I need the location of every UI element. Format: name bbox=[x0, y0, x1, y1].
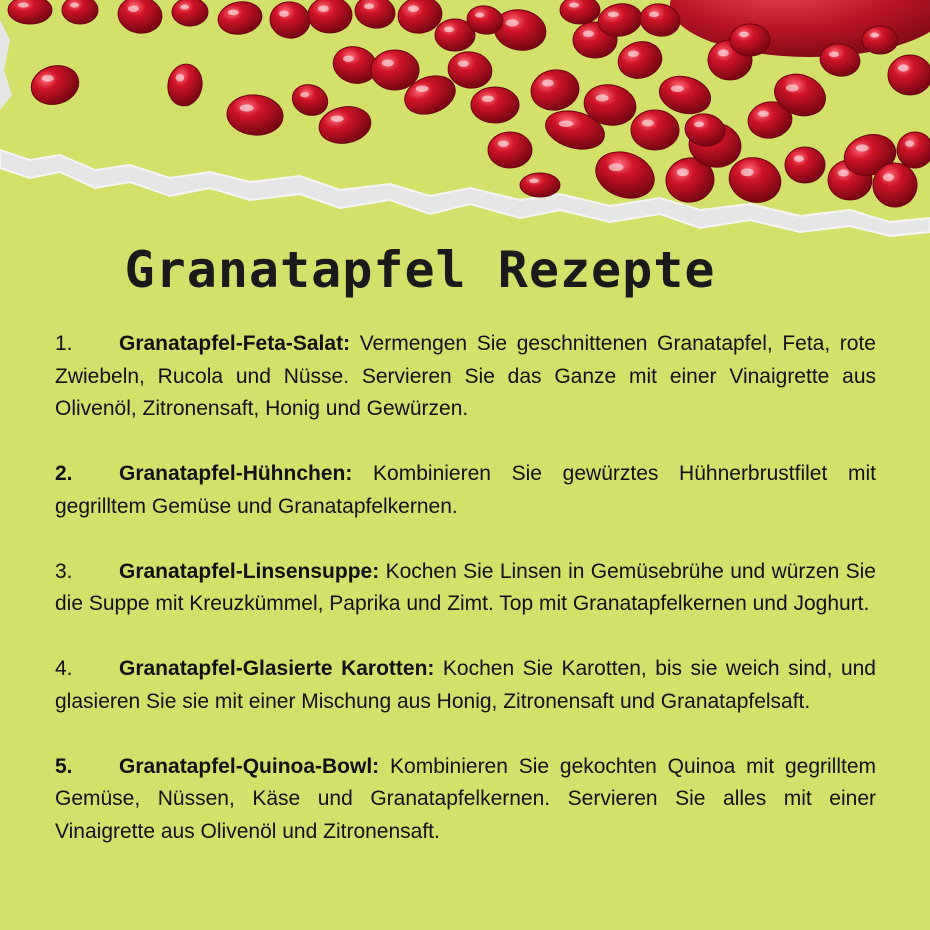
seed-highlight bbox=[677, 168, 689, 176]
seed-highlight bbox=[870, 33, 879, 38]
recipe-name: Granatapfel-Quinoa-Bowl: bbox=[119, 754, 380, 778]
seed-highlight bbox=[176, 74, 185, 82]
seed-highlight bbox=[739, 32, 749, 38]
seed-highlight bbox=[180, 5, 189, 10]
pomegranate-seed bbox=[730, 24, 770, 56]
seed-highlight bbox=[642, 119, 654, 126]
pomegranate-seed bbox=[488, 132, 532, 168]
seed-highlight bbox=[240, 104, 254, 111]
seed-highlight bbox=[608, 12, 619, 18]
recipe-text: Kochen Sie Linsen in Gemüsebrühe und würzen Sie die Suppe mit Kreuzkümmel, Paprika und Zimt. Top mit Granatapfelkernen und Joghurt. bbox=[55, 559, 876, 615]
list-item bbox=[55, 751, 876, 849]
pomegranate-seed bbox=[862, 26, 898, 54]
seed-highlight bbox=[228, 10, 239, 16]
pomegranate-seed bbox=[172, 0, 208, 26]
recipe-number: 2. bbox=[55, 462, 73, 485]
recipe-number: 4. bbox=[55, 657, 73, 680]
recipe-number: 3. bbox=[55, 559, 73, 583]
seed-highlight bbox=[18, 3, 29, 8]
recipe-name: Granatapfel-Glasierte Karotten: bbox=[119, 657, 435, 680]
seed-highlight bbox=[856, 144, 869, 151]
seed-highlight bbox=[506, 19, 519, 26]
seed-highlight bbox=[583, 30, 594, 36]
seed-highlight bbox=[718, 49, 729, 56]
recipe-text: Vermengen Sie geschnittenen Granatapfel, Feta, rote Zwiebeln, Rucola und Nüsse. Servieren Sie das Ganze mit einer Vinaigrette aus Olivenöl, Zitronensaft, Honig und Gewürzen. bbox=[55, 332, 876, 420]
seed-highlight bbox=[649, 12, 659, 18]
seed-highlight bbox=[300, 92, 309, 97]
seed-highlight bbox=[382, 59, 394, 66]
seed-highlight bbox=[42, 75, 54, 82]
seed-highlight bbox=[559, 120, 574, 126]
seed-highlight bbox=[364, 4, 374, 10]
recipe-name: Granatapfel-Hühnchen: bbox=[119, 462, 353, 485]
seed-highlight bbox=[331, 115, 344, 121]
seed-highlight bbox=[128, 5, 139, 11]
list-item bbox=[55, 653, 876, 718]
seed-highlight bbox=[883, 173, 894, 181]
seed-highlight bbox=[609, 163, 624, 171]
recipe-number: 1. bbox=[55, 332, 73, 355]
pomegranate-seed bbox=[308, 0, 352, 33]
seed-highlight bbox=[694, 122, 704, 128]
seed-highlight bbox=[838, 169, 849, 176]
recipe-text: Kombinieren Sie gekochten Quinoa mit gegrilltem Gemüse, Nüssen, Käse und Granatapfelkernen. Servieren Sie alles mit einer Vinaigrette aus Olivenöl und Zitronensaft. bbox=[55, 754, 877, 843]
seed-highlight bbox=[529, 179, 539, 183]
recipe-text: Kombinieren Sie gewürztes Hühnerbrustfilet mit gegrilltem Gemüse und Granatapfelkernen. bbox=[55, 462, 876, 518]
seed-highlight bbox=[70, 3, 79, 8]
pomegranate-seed bbox=[62, 0, 98, 24]
recipe-name: Granatapfel-Feta-Salat: bbox=[119, 332, 351, 355]
seed-highlight bbox=[628, 50, 639, 56]
seed-highlight bbox=[475, 13, 484, 18]
pomegranate-seed bbox=[785, 147, 825, 183]
seed-highlight bbox=[758, 110, 769, 116]
seed-highlight bbox=[279, 10, 289, 16]
seed-highlight bbox=[444, 27, 454, 33]
seed-highlight bbox=[458, 60, 469, 66]
seed-highlight bbox=[482, 95, 494, 101]
seed-highlight bbox=[786, 84, 799, 91]
seed-highlight bbox=[741, 168, 754, 176]
seed-highlight bbox=[542, 79, 554, 86]
page-title: Granatapfel Rezepte bbox=[124, 241, 716, 299]
seed-highlight bbox=[408, 5, 419, 11]
pomegranate-seed bbox=[560, 0, 600, 24]
seed-highlight bbox=[794, 155, 804, 161]
seed-highlight bbox=[671, 85, 684, 91]
list-item bbox=[55, 556, 876, 621]
recipe-number: 5. bbox=[55, 754, 73, 778]
pomegranate-seeds-image bbox=[0, 0, 930, 240]
recipe-list bbox=[55, 328, 876, 881]
recipe-name: Granatapfel-Linsensuppe: bbox=[119, 559, 380, 583]
seed-highlight bbox=[343, 55, 354, 61]
list-item bbox=[55, 458, 876, 523]
pomegranate-seed bbox=[8, 0, 52, 24]
seed-highlight bbox=[318, 5, 329, 11]
seed-highlight bbox=[416, 85, 429, 91]
seed-highlight bbox=[596, 94, 609, 101]
pomegranate-seed bbox=[471, 87, 519, 123]
seed-highlight bbox=[569, 3, 579, 8]
list-item bbox=[55, 328, 876, 426]
seed-highlight bbox=[829, 52, 839, 58]
pomegranate-seed bbox=[631, 110, 679, 150]
pomegranate-seed bbox=[888, 55, 930, 95]
pomegranate-seed bbox=[520, 173, 560, 197]
recipe-text: Kochen Sie Karotten, bis sie weich sind, und glasieren Sie sie mit einer Mischung aus Honig, Zitronensaft und Granatapfelsaft. bbox=[55, 657, 876, 713]
seed-highlight bbox=[498, 140, 509, 146]
seed-highlight bbox=[905, 140, 914, 146]
seed-highlight bbox=[898, 64, 909, 71]
pomegranate-seed bbox=[371, 50, 419, 90]
